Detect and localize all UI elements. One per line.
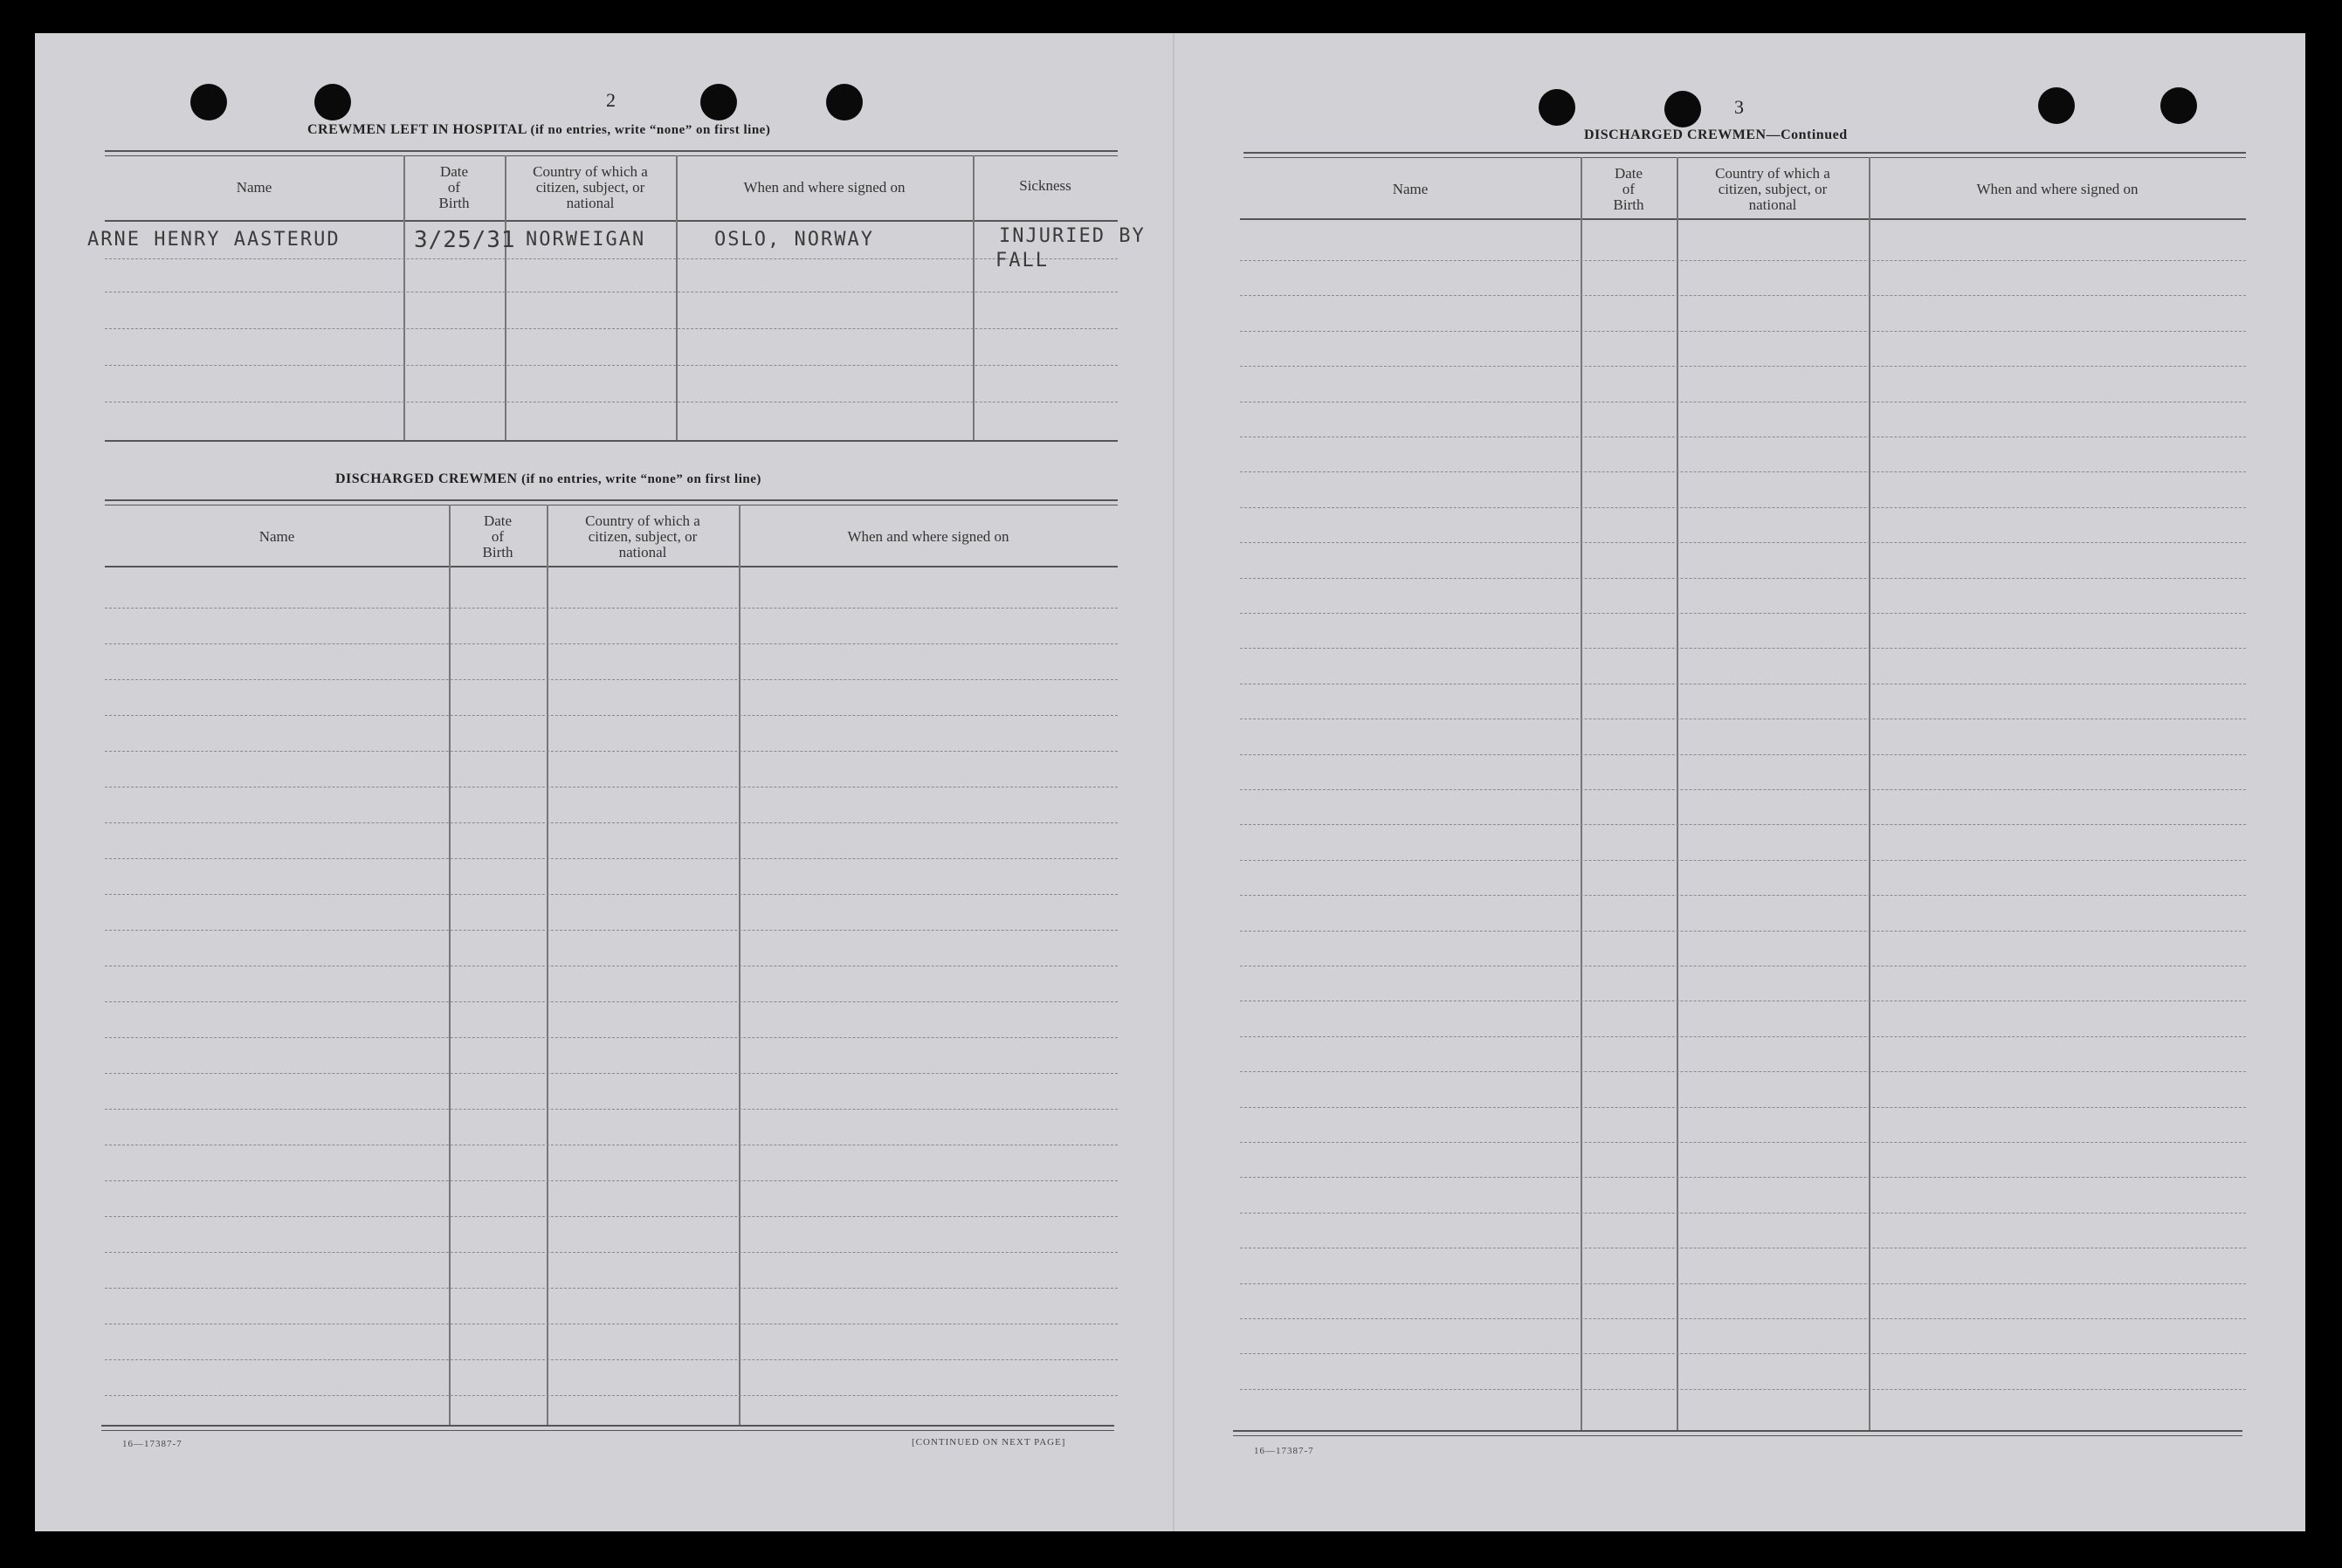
punch-hole [314,84,351,120]
entry-line [105,643,1118,644]
column-header-country: Country of which a citizen, subject, or national [1715,165,1830,213]
page-number: 3 [1734,96,1744,118]
table-top-rule [105,155,1118,156]
entry-line [105,894,1118,895]
table-top-rule [105,150,1118,152]
column-header-dob: Date of Birth [438,163,470,211]
entry-line [1240,860,2246,861]
entry-line [105,1288,1118,1289]
table-top-rule [1243,152,2246,154]
table-bottom-rule [105,440,1118,442]
entry-line [1240,507,2246,508]
column-divider [973,155,975,440]
entry-line [1240,295,2246,296]
entry-line [1240,895,2246,896]
entry-line [105,679,1118,680]
entry-line [105,608,1118,609]
entry-line [1240,260,2246,261]
entry-line [1240,789,2246,790]
entry-line [105,1037,1118,1038]
entry-line [105,1359,1118,1360]
entry-line [1240,648,2246,649]
entry-line [1240,931,2246,932]
hospital-section-title [307,122,770,138]
column-header-name: Name [258,528,295,545]
crewman-sickness-continued: FALL [995,250,1049,272]
entry-line [105,1109,1118,1110]
column-divider [1581,157,1582,1430]
entry-line [105,1216,1118,1217]
crewman-signed-on: OSLO, NORWAY [714,229,874,251]
form-number: 16—17387-7 [122,1439,183,1449]
entry-line [105,751,1118,752]
entry-line [1240,1213,2246,1214]
entry-line [1240,1142,2246,1143]
entry-line [105,822,1118,823]
punch-hole [700,84,737,120]
entry-line [1240,366,2246,367]
column-header-dob: Date of Birth [1613,165,1644,213]
table-bottom-rule [1233,1435,2242,1436]
column-header-signed-on: When and where signed on [743,179,906,196]
table-header-rule [105,220,1118,222]
crewman-sickness: INJURIED BY [999,225,1146,247]
column-divider [1869,157,1870,1430]
page-fold [1173,33,1174,1531]
crewman-country: NORWEIGAN [526,229,646,251]
table-header-rule [1240,218,2246,220]
table-top-rule [1243,157,2246,158]
punch-hole [1664,91,1701,127]
entry-line [1240,578,2246,579]
entry-line [105,328,1118,329]
entry-line [1240,1389,2246,1390]
column-header-country: Country of which a citizen, subject, or national [585,512,700,560]
column-header-sickness: Sickness [1019,177,1071,194]
form-number: 16—17387-7 [1254,1446,1314,1456]
entry-line [1240,1107,2246,1108]
entry-line [105,930,1118,931]
table-bottom-rule [101,1425,1114,1427]
entry-line [1240,1177,2246,1178]
entry-line [1240,1036,2246,1037]
entry-line [105,1001,1118,1002]
discharged-continued-title: DISCHARGED CREWMEN—Continued [1584,127,1848,142]
page-number: 2 [606,89,616,111]
entry-line [1240,471,2246,472]
entry-line [1240,1283,2246,1284]
entry-line [1240,1071,2246,1072]
entry-line [1240,754,2246,755]
entry-line [105,1180,1118,1181]
entry-line [105,1252,1118,1253]
entry-line [105,858,1118,859]
entry-line [1240,1318,2246,1319]
column-header-country: Country of which a citizen, subject, or national [533,163,648,211]
punch-hole [826,84,863,120]
discharged-section-title [335,471,761,487]
discharged-instruction: (if no entries, write “none” on first line) [521,472,761,486]
column-header-dob: Date of Birth [482,512,513,560]
entry-line [1240,824,2246,825]
entry-line [105,1395,1118,1396]
punch-hole [190,84,227,120]
crewman-date-of-birth: 3/25/31 [414,227,516,253]
punch-hole [2038,87,2075,124]
entry-line [105,365,1118,366]
punch-hole [2160,87,2197,124]
table-bottom-rule [1233,1430,2242,1432]
column-header-signed-on: When and where signed on [847,528,1009,545]
column-header-name: Name [1392,181,1429,197]
punch-hole [1539,89,1575,126]
entry-line [1240,542,2246,543]
hospital-title-text: CREWMEN LEFT IN HOSPITAL [307,122,527,137]
continued-note: [CONTINUED ON NEXT PAGE] [912,1437,1066,1448]
column-header-signed-on: When and where signed on [1976,181,2139,197]
entry-line [1240,1353,2246,1354]
table-bottom-rule [101,1430,1114,1431]
entry-line [105,258,1118,259]
entry-line [1240,613,2246,614]
crewman-name: ARNE HENRY AASTERUD [87,229,341,251]
column-divider [676,155,678,440]
table-top-rule [105,499,1118,501]
entry-line [105,1073,1118,1074]
table-header-rule [105,566,1118,567]
discharged-title-text: DISCHARGED CREWMEN [335,471,518,486]
entry-line [105,715,1118,716]
entry-line [1240,331,2246,332]
column-divider [1677,157,1678,1430]
column-header-name: Name [236,179,272,196]
hospital-instruction: (if no entries, write “none” on first line) [530,123,771,137]
